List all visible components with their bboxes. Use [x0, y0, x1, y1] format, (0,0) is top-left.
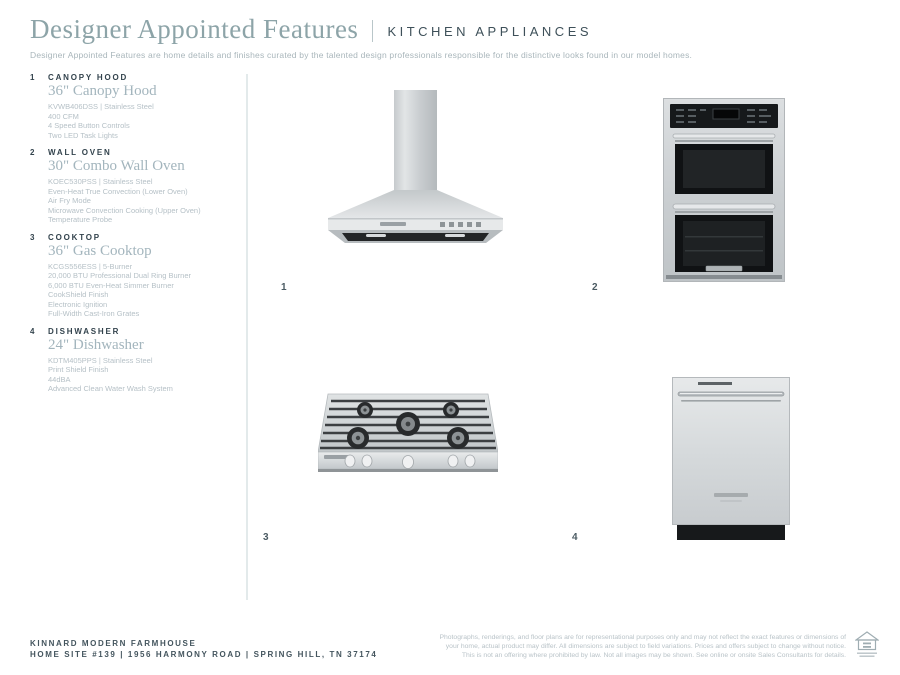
feature-category: CANOPY HOOD — [48, 73, 129, 82]
page-category: KITCHEN APPLIANCES — [387, 24, 593, 39]
feature-detail-line: KOEC530PSS | Stainless Steel — [48, 177, 153, 186]
feature-item-cooktop — [30, 233, 242, 319]
feature-head — [30, 148, 242, 157]
feature-title: 24" Dishwasher — [48, 336, 144, 353]
community-name: KINNARD MODERN FARMHOUSE — [30, 639, 197, 648]
feature-item-wall-oven — [30, 148, 242, 225]
page-subtitle: Designer Appointed Features are home details and finishes curated by the talented design professionals responsible for the distinctive looks found in our model homes. — [30, 50, 693, 60]
feature-detail-line: Even-Heat True Convection (Lower Oven) — [48, 186, 188, 196]
feature-number: 2 — [30, 148, 35, 157]
cooktop-illustration — [318, 392, 498, 490]
feature-details — [48, 262, 242, 319]
canopy-hood-image — [328, 90, 503, 260]
feature-detail-line: Microwave Convection Cooking (Upper Oven) — [48, 205, 201, 215]
hood-image-label: 1 — [281, 282, 287, 293]
feature-detail-line: Full-Width Cast-Iron Grates — [48, 309, 140, 318]
feature-number: 1 — [30, 73, 35, 82]
equal-housing-logo-icon — [855, 631, 879, 666]
feature-detail-line: Air Fry Mode — [48, 196, 91, 205]
title-row — [30, 14, 870, 45]
feature-details — [48, 177, 242, 225]
home-site-address: HOME SITE #139 | 1956 HARMONY ROAD | SPRING HILL, TN 37174 — [30, 650, 378, 659]
feature-item-dishwasher — [30, 327, 242, 394]
feature-detail-line: 4 Speed Button Controls — [48, 121, 130, 130]
feature-detail-line: KVWB406DSS | Stainless Steel — [48, 102, 154, 111]
title-divider — [372, 20, 373, 42]
feature-category: DISHWASHER — [48, 326, 121, 336]
dishwasher-image — [672, 377, 790, 547]
footer-project-info — [30, 638, 377, 660]
feature-detail-line: Advanced Clean Water Wash System — [48, 384, 173, 393]
feature-head — [30, 327, 242, 336]
feature-category: COOKTOP — [48, 232, 101, 242]
feature-list — [30, 73, 242, 402]
feature-detail-line: Print Shield Finish — [48, 365, 109, 374]
header — [30, 14, 870, 60]
feature-detail-line: KCGS556ESS | 5-Burner — [48, 261, 133, 271]
cooktop-image — [318, 392, 498, 495]
feature-detail-line: 20,000 BTU Professional Dual Ring Burner — [48, 271, 191, 280]
feature-detail-line: 6,000 BTU Even-Heat Simmer Burner — [48, 280, 174, 290]
feature-detail-line: 44dBA — [48, 374, 71, 384]
feature-title: 36" Canopy Hood — [48, 83, 157, 99]
feature-item-canopy-hood — [30, 73, 242, 140]
cooktop-image-label: 3 — [263, 532, 269, 543]
feature-detail-line: Temperature Probe — [48, 215, 113, 224]
feature-detail-line: Two LED Task Lights — [48, 130, 118, 140]
feature-detail-line: CookShield Finish — [48, 290, 109, 299]
feature-head — [30, 73, 242, 82]
feature-number: 3 — [30, 232, 35, 242]
wall-oven-illustration — [663, 98, 785, 282]
vertical-divider — [246, 74, 248, 600]
feature-head — [30, 233, 242, 242]
feature-number: 4 — [30, 326, 35, 336]
feature-details — [48, 356, 242, 394]
feature-category: WALL OVEN — [48, 148, 112, 157]
dishwasher-image-label: 4 — [572, 532, 578, 543]
feature-detail-line: Electronic Ignition — [48, 299, 108, 309]
dishwasher-illustration — [672, 377, 790, 542]
feature-title: 30" Combo Wall Oven — [48, 158, 185, 174]
feature-detail-line: KDTM405PPS | Stainless Steel — [48, 355, 153, 365]
page-title: Designer Appointed Features — [30, 14, 359, 44]
canopy-hood-illustration — [328, 90, 503, 255]
wall-oven-image — [663, 98, 785, 287]
legal-disclaimer: Photographs, renderings, and floor plans are for representational purposes only and may not reflect the exact features or dimensions of your home, actual product may differ. All dimensions are subject to field variations. Prices and offers subject to change without notice. This is not an offering where prohibited by law. Not all images may be shown. See online or onsite Sales Consultants for details. — [439, 634, 846, 659]
feature-details — [48, 102, 242, 140]
feature-title: 36" Gas Cooktop — [48, 242, 152, 259]
oven-image-label: 2 — [592, 282, 598, 293]
feature-detail-line: 400 CFM — [48, 111, 79, 121]
